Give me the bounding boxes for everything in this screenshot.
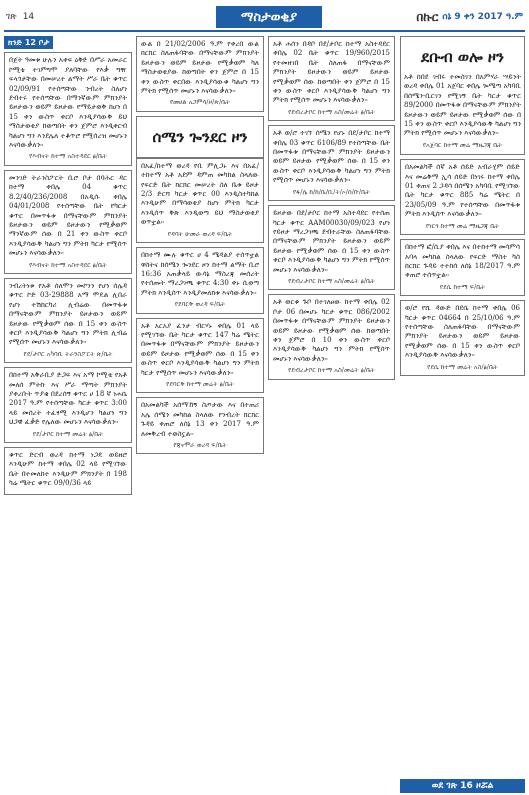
notice-signature: የደባርቅ ከተማ መሬት ፅ/ቤት: [166, 379, 234, 388]
notice-signature: የደ/ታቦር ከተማ መሬት ፅ/ቤት: [32, 429, 104, 438]
notice-box: [268, 36, 395, 121]
notice-signature: የደባርቅ ወረዳ ፍ/ቤት: [174, 300, 226, 309]
notice-signature: የፋ/ሌ ከ/ከ/ቤ/ቢ/ት/ኦ/ሰ/ቡ/ቤት: [292, 187, 371, 196]
section-title: ደቡብ ወሎ ዞን: [421, 48, 504, 66]
notice-signature: የደብረታቦር ከተማ አስ/መሬት ፅ/ቤት: [288, 107, 375, 116]
notice-text: በአመልካች አሰማኸኝ ስጦታው እና በተጠሪ አሌ ሰሜን መካከል ስላለው የንብረት ክርክር ጉዳይ ቀጠሮ ለሰኔ 13 ቀን 2017 ዓ.ም ለመቅረብ ተወስኗል፡፡: [141, 401, 259, 438]
notice-signature: የነርጎ ከተማ መሬ ማዜጋጃ ቤት: [425, 221, 500, 230]
notice-box: [400, 300, 525, 376]
notice-text: ወ/ሮ የሺ ዳውድ በደሴ ከተማ ቀበሌ 06 ካርታ ቁጥር 04664 በ 25/10/06 ዓ.ም የተሰጣቸው ስለጠፋባቸው በማናቸውም ምክንያት ይዞታውን ወይም ይዞታው የሚቃወም ሰው በ 15 ቀን ውስጥ ቀርቦ እንዲያሳውቅ እናሳውቃለን፡፡: [405, 304, 520, 360]
section-title: ሰሜን ጐንደር ዞን: [152, 127, 248, 146]
column-3: [268, 36, 395, 788]
notice-text: በአመልካች ሰኛ አቶ ሰይድ አብራሂም ሰይድ እና መሬቅማ ኢሳ ሰይድ በነገሩ ከተማ ቀበሌ 01 ቀጠና 2 ጋዳሳ በሰሜን አካባቢ የሚገኘው ቤት ካርታ ቁጥር 885 ካሬ ሜትር በ 23/05/09 ዓ.ም የተሰጣቸው በመጥፋቱ ምትክ እንዲሰጥ እናሳውቃለን፡፡: [405, 163, 520, 219]
notice-text: አቶ ወ/ሮ ተገኘ ሰሜን የሆኑ በደ/ታቦር ከተማ ቀበሌ 03 ቁጥር 6106/89 የተሰጣቸው ቤት በመጥፋቱ በማናቸውም ምክንያት ይዞታውን ወይም ይዞታው የሚቃወም ሰው በ 15 ቀን ውስጥ ቀርቦ እንዲያሳውቅ ካልሆነ ግን ምትክ የሚሰጥ መሆኑን እናሳውቃለን፡፡: [273, 129, 390, 185]
column-tag: ክንድ 12 ቦታ: [4, 36, 53, 49]
issue-date: ሰኔ 9 ቀን 2017 ዓ.ም: [442, 12, 523, 22]
notice-signature: የደብረታቦር ከተማ አስ/መሬት ፅ/ቤት: [288, 276, 375, 285]
notice-box: [268, 294, 395, 379]
issue-block: [416, 10, 525, 25]
notice-signature: የእብናት ከተማ አስተዳደር ፅ/ቤት: [29, 152, 107, 161]
notice-text: በጀት ዓመቱ ሁሉን አቀፍ ዕቅድ በሥራ አመራር ኮሚቴ ተገምግሞ ያለባቸው የእቃ ግዥ ፍላጎታቸው በመሠረተ ልማት ሥራ ቤት ቁጥር 02/09/91 የተሰጣቸው ንብረት ስለሆነ ደብተሩ የተሰጣቸው በማንኛውም ምክንያት ይዞታውን ወይም ይዞታው የማይታወቅ ከሆነ በ 15 ቀን ውስጥ ቀርቦ እንዲያሳውቅ ይህ ማስታወቂያ ከወጣበት ቀን ጀምሮ እንዲቀርብ ካልሆነ ግን እንደሌለ ተቆጥሮ የሚሰረዝ መሆኑን እናሳውቃለን፡፡: [9, 56, 127, 150]
notice-text: አቶ አርአያ ፈንታ ብርሃኑ ቀበሌ 01 ላይ የሚገኘው ቤት ካርታ ቁጥር 147 ካሬ ሜትር በመጥፋቱ በማናቸውም ምክንያት ይዞታውን ወይም ይዞታው የሚቃወም ሰው በ 15 ቀን ውስጥ ቀርቦ እንዲያሳውቅ ካልሆነ ግን ምትክ ካርታ የሚሰጥ መሆኑን እናሳውቃለን፡፡: [141, 321, 259, 377]
page-number-block: [4, 12, 34, 22]
notice-box: [268, 125, 395, 201]
notice-text: አቶ ከበደ ገብሩ ተመስገን በአምሃራ ሣይንት ወረዳ ቀበሌ 01 አጀባር ቀበሌ ጐሜጣ አካባቢ በሰሜን-ቢርገን የሚገኝ ቤት ካርታ ቁጥር 89/2000 በመጥፋቱ በማናቸውም ምክንያት ይዞታውን ወይም ይዞታው የሚቃወም ሰው በ 15 ቀን ውስጥ ቀርቦ እንዲያሳውቅ ካልሆነ ግን ምትክ የሚሰጥ መሆኑን እናሳውቃለን፡፡: [404, 73, 521, 138]
page-label: ገጽ: [6, 12, 17, 22]
notice-box: [268, 205, 395, 290]
column-2: [136, 36, 264, 788]
notice-box: [4, 52, 132, 165]
notice-box: [136, 318, 264, 394]
notice-signature: የዳባት ሁመራ ወረዳ ፍ/ቤት: [167, 229, 233, 238]
notice-text: በከተማ ሙሉ ቁጥር ሀ 4 ሜዳልያ ተሰጥቷል ዋስትና ከሰሜን ጐንደር ዞን ከተማ ልማት ቢሮ 16:36 አጠቃላይ ውሳኔ ማስረጃ መሰረት የተሰጡት ማረጋገጫ ቁጥር 4:30 ቀኑ ሲወጣ ምትክ እንዲሰጥ እንዲያመለክቱ እናሳውቃለን፡፡: [141, 251, 259, 297]
notice-text: በከተማ አቅራቢያ ድጋፍ እና አማ ኮሚቴ የአቶ መለሰ ምትኩ እና ሥራ ማጣት ምክንያት ያቀረቡት ጥያቄ በደረሰኝ ቁጥር ሀ 18 ኛ ነሐሴ 2017 ዓ.ም የተሰጣቸው ካርታ ቁጥር 3:00 ላይ መሰረት ተፈፃሚ እንዲሆን ካልሆነ ግን ህጋዊ ፈቃድ የሌለው መሆኑን እናሳውቃለን፡፡: [9, 371, 127, 427]
page-header: [4, 6, 525, 28]
column-4: [400, 36, 525, 788]
section-title-box: [400, 36, 525, 155]
notice-signature: የመሀል አጋምሳ/ዞ/ጽ/ቤት: [169, 98, 231, 107]
notice-signature: የደ/ታቦር አካባቢ ትራንስፖርት ጽ/ቤት: [23, 349, 113, 358]
notice-box: [400, 239, 525, 296]
notice-signature: የእብናት ከተማ አስተዳደር ፅ/ቤት: [29, 260, 107, 269]
notice-text: ቁጥር ድርብ ወረዳ ከተማ ነጋዴ ወይዘሮ እንዲሁም ከተማ ቀበሌ 02 ላይ የሚገኘው ቤት በተመለከተ እንዲሁም ምክንያት በ 198 ካሬ ሜትር ቁጥር 09/0/36 ላይ: [9, 451, 127, 488]
notice-text: አቶ ሐሰን በዳቦ በደ/ታቦር ከተማ አስተዳደር ቀበሌ 02 ቤት ቁጥር 19/960/2015 የተመዘገበ ቤት ስለጠፋ በማናቸውም ምክንያት ይዞታውን ወይም ይዞታው የሚቃወም ሰው ከወጣበት ቀን ጀምሮ በ 15 ቀን ውስጥ ቀርቦ እንዲያሳውቅ ካልሆነ ግን ምትክ የሚሰጥ መሆኑን እናሳውቃለን፡፡: [273, 40, 390, 105]
notice-box: [4, 447, 132, 495]
notice-text: መንገድ ትራንስፖርት ቢሮ ቦታ በባሕር ዳር ከተማ ቀበሌ 04 ቁጥር 8.2/40/236/2008 በአዲሱ ቀበሌ 04/01/2008 የተሰጣቸው ቤት የካርታ ቁጥር በመጥፋቱ በማናቸውም ምክንያት ይዞታውን ወይም ይዞታውን የሚቃወም ማንኛውም ሰው በ 21 ቀን ውስጥ ቀርቦ እንዲያሳውቅ ካልሆነ ግን ምትክ ካርታ የሚሰጥ መሆኑን እናሳውቃለን፡፡: [9, 173, 127, 258]
notice-text: በአፈ/ከተማ ወረዳ የቢ ምሊጋኑ እና በአፈ/ተከተማ አቶ አደም ዳምጠ መካከል ስላለው የፍርድ ቤት ክርክር መሠረት ስለ ቤቱ ይዞታ 2/3 ድርሻ ካርታ ቁጥር 00 እንዲስተካከል እንዲሁም በማሳወቂያ ከሆነ ምትክ ካርታ እንዲሰጥ ቅጽ እንዲወጣ ይህ ማስታወቂያ ወጥቷል፡፡: [141, 161, 259, 227]
notice-box: [4, 278, 132, 363]
notice-box: [136, 36, 264, 112]
notice-signature: የአጀባር ከተማ መሬ ማዜጋጃ ቤት: [422, 140, 503, 149]
newspaper-name: በኩር: [416, 9, 439, 24]
continued-on-page-bar: ወደ ገጽ 16 ዞሯል: [400, 779, 525, 793]
section-title-box: [136, 116, 264, 158]
notice-text: አቶ ወርቁ ጉቦ በተገለፀው ከተማ ቀበሌ 02 ቦታ 06 በመሆኑ ካርታ ቁጥር 086/2002 በመጥፋቱ በማናቸውም ምክንያት ይዞታውን ወይም ይዞታው የሚቃወም ሰው ከወጣበት ቀን ጀምሮ በ 10 ቀን ውስጥ ቀርቦ እንዲያሳውቅ ካልሆነ ግን ምትክ የሚሰጥ መሆኑን እናሳውቃለን፡፡: [273, 298, 390, 363]
notice-text: በከተማ ፎ/ሲያ ቀበሌ እና በተከተማ መሳምሳ አባላ መካከል ስላለው የፍርድ ማስተ ካስ ከርክር ጉዳይ ተተከሰ ለሰኔ 18/2017 ዓ.ም ቀጠሮ ተሰጥቷል፡፡: [405, 243, 520, 280]
notice-signature: የደሴ ከተማ ፍ/ቤት: [439, 282, 486, 291]
notice-signature: የደሴ ከተማ መሬት አስ/ፅ/ቤት: [427, 362, 498, 371]
notice-box: [4, 170, 132, 274]
notice-box: [4, 367, 132, 443]
section-masthead: ማስታወቂያ: [216, 6, 322, 28]
notice-text: ይዞታው በደ/ታቦር ከተማ አስተዳደር የተሰጠ ካርታ ቁጥር AAM00030/09/023 የሆነ የይዞታ ማረጋገጫ ደብተራቸው ስለጠፋባቸው በማናቸውም ምክንያት ይዞታውን ወይም ይዞታው የሚቃወም ሰው በ 15 ቀን ውስጥ ቀርቦ እንዲያሳውቅ ካልሆነ ግን ምትክ የሚሰጥ መሆኑን እናሳውቃለን፡፡: [273, 209, 390, 274]
notice-text: ንብረትነቱ የአቶ ሰለሞን መኮንን የሆነ ሰሌዳ ቁጥር ኮድ 03-29888 አማ ሞዴል ሊበራ የሆነ ተሽከርካሪ ሊብሬው በመጥፋቱ በማናቸውም ምክንያት ይዞታውን ወይም ይዞታው የሚቃወም ሰው በ 15 ቀን ውስጥ ቀርቦ እንዲያሳውቅ ካልሆነ ግን ምትክ ሊብሬ የሚሰጥ መሆኑን እናሳውቃለን፡፡: [9, 281, 127, 347]
notice-signature: የጃናሞራ ወረዳ ፍ/ቤት: [173, 441, 227, 449]
notice-signature: የደብረታቦር ከተማ አስ/መሬት ፅ/ቤት: [288, 366, 375, 375]
page-number: 14: [22, 12, 35, 22]
notice-box: [400, 159, 525, 235]
header-rule: [4, 30, 525, 32]
notice-box: [136, 158, 264, 243]
notice-text: ውል በ 21/02/2006 ዓ.ም የቀረበ ውል ከርክር ስለጠፋባቸው በማናቸውም ምክንያት ይዞታውን ወይም ይዞታው የሚቃወም ካለ ማስታወቂያው ከወጣበት ቀን ጀምሮ በ 15 ቀን ውስጥ ቀርበው እንዲያሳውቁ ካልሆነ ግን ምትክ የሚሰጥ መሆኑን እናሳውቃለን፡፡: [141, 40, 259, 96]
notice-box: [136, 247, 264, 313]
notice-box: [136, 397, 264, 454]
column-1: [4, 36, 132, 788]
